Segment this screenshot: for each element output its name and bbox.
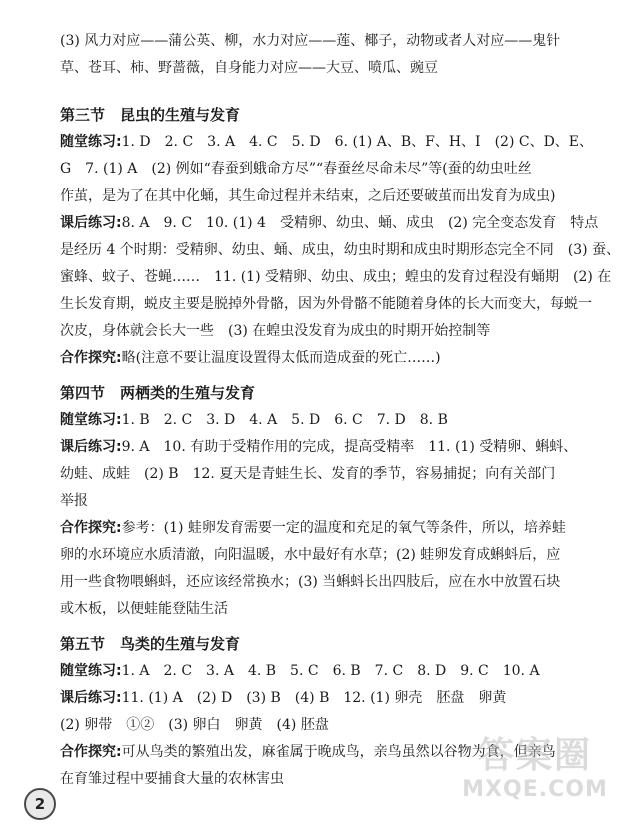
intro-line: 草、苍耳、柿、野蔷薇，自身能力对应——大豆、喷瓜、豌豆 xyxy=(60,60,438,76)
line-text: 或木板，以便蛙能登陆生活 xyxy=(60,601,228,617)
section-3 xyxy=(60,102,621,372)
section-4 xyxy=(60,380,580,623)
answer-line xyxy=(60,210,599,237)
answer-line xyxy=(60,658,580,685)
line-text: 蜜蜂、蚊子、苍蝇…… 11. (1) 受精卵、幼虫、成虫；蝗虫的发育过程没有蛹期 (2) 在 xyxy=(60,269,612,285)
line-label: 课后练习: xyxy=(60,690,122,706)
line-text: 幼蛙、成蛙 (2) B 12. 夏天是青蛙生长、发育的季节，容易捕捉；向有关部门 xyxy=(60,466,556,482)
answer-line xyxy=(60,345,580,372)
answer-line xyxy=(60,542,580,569)
line-text: 略(注意不要让温度设置得太低而造成蚕的死亡……) xyxy=(121,350,441,366)
line-text: 8. A 9. C 10. (1) 4 受精卵、幼虫、蛹、成虫 (2) 完全变态发育 特点 xyxy=(121,215,599,231)
line-label: 随堂练习: xyxy=(60,412,122,428)
answer-line xyxy=(60,569,580,596)
line-label: 随堂练习: xyxy=(60,134,122,150)
answer-line xyxy=(60,685,580,712)
answer-line xyxy=(60,291,592,318)
answer-line xyxy=(60,318,580,345)
line-text: 是经历 4 个时期：受精卵、幼虫、蛹、成虫，幼虫时期和成虫时期形态完全不同 (3) 蚕、 xyxy=(60,242,621,258)
line-label: 合作探究: xyxy=(60,744,122,760)
section-heading: 第五节 鸟类的生殖与发育 xyxy=(60,635,241,653)
line-text: 参考：(1) 蛙卵发育需要一定的温度和充足的氧气等条件，所以，培养蛙 xyxy=(121,520,566,536)
answer-line xyxy=(60,596,580,623)
answer-line xyxy=(60,515,580,542)
intro-block xyxy=(60,28,580,82)
line-text: (2) 卵带 ①② (3) 卵白 卵黄 (4) 胚盘 xyxy=(60,717,329,733)
line-text: 次皮，身体就会长大一些 (3) 在蝗虫没发育为成虫的时期开始控制等 xyxy=(60,323,491,339)
answer-line xyxy=(60,461,580,488)
line-text: 用一些食物喂蝌蚪，还应该经常换水；(3) 当蝌蚪长出四肢后，应在水中放置石块 xyxy=(60,574,561,590)
answer-line xyxy=(60,434,580,461)
line-text: 9. A 10. 有助于受精作用的完成，提高受精率 11. (1) 受精卵、蝌蚪、 xyxy=(121,439,578,455)
watermark-logo xyxy=(450,735,620,820)
line-label: 课后练习: xyxy=(60,215,122,231)
line-text: 可从鸟类的繁殖出发，麻雀属于晚成鸟，亲鸟虽然以谷物为食，但亲鸟 xyxy=(121,744,556,760)
intro-line: (3) 风力对应——蒲公英、柳，水力对应——莲、椰子，动物或者人对应——鬼针 xyxy=(60,33,561,49)
answer-line xyxy=(60,264,612,291)
answer-line xyxy=(60,129,594,156)
section-heading: 第四节 两栖类的生殖与发育 xyxy=(60,384,256,402)
answer-line xyxy=(60,407,580,434)
line-text: 生长发育期，蜕皮主要是脱掉外骨骼，因为外骨骼不能随着身体的长大而变大，每蜕一 xyxy=(60,296,592,312)
line-label: 课后练习: xyxy=(60,439,122,455)
line-text: 1. B 2. C 3. D 4. A 5. D 6. C 7. D 8. B xyxy=(121,412,448,428)
line-label: 合作探究: xyxy=(60,520,122,536)
page-number-badge: 2 xyxy=(24,788,56,820)
answer-line xyxy=(60,156,580,183)
line-label: 随堂练习: xyxy=(60,663,122,679)
watermark-text: 答案圈 xyxy=(477,735,592,776)
line-text: 作茧，是为了在其中化蛹，其生命过程并未结束，之后还要破茧而出发育为成虫) xyxy=(60,188,556,204)
line-text: 1. A 2. C 3. A 4. B 5. C 6. B 7. C 8. D 9. C 10. A xyxy=(121,663,540,679)
answer-line xyxy=(60,237,621,264)
answer-line xyxy=(60,488,580,515)
watermark-url: MXQE.COM xyxy=(462,777,608,802)
line-label: 合作探究: xyxy=(60,350,122,366)
line-text: 举报 xyxy=(60,493,88,509)
line-text: 11. (1) A (2) D (3) B (4) B 12. (1) 卵壳 胚盘 卵黄 xyxy=(121,690,507,706)
line-text: 卵的水环境应水质清澈，向阳温暖，水中最好有水草；(2) 蛙卵发育成蝌蚪后，应 xyxy=(60,547,561,563)
line-text: 1. D 2. C 3. A 4. C 5. D 6. (1) A、B、F、H、I (2) C、D、E、 xyxy=(121,134,594,150)
line-text: 在育雏过程中要捕食大量的农林害虫 xyxy=(60,771,284,787)
line-text: G 7. (1) A (2) 例如“春蚕到蛾命方尽”“春蚕丝尽命未尽”等(蚕的幼虫吐丝 xyxy=(60,161,532,177)
section-heading: 第三节 昆虫的生殖与发育 xyxy=(60,106,241,124)
answer-line xyxy=(60,183,580,210)
